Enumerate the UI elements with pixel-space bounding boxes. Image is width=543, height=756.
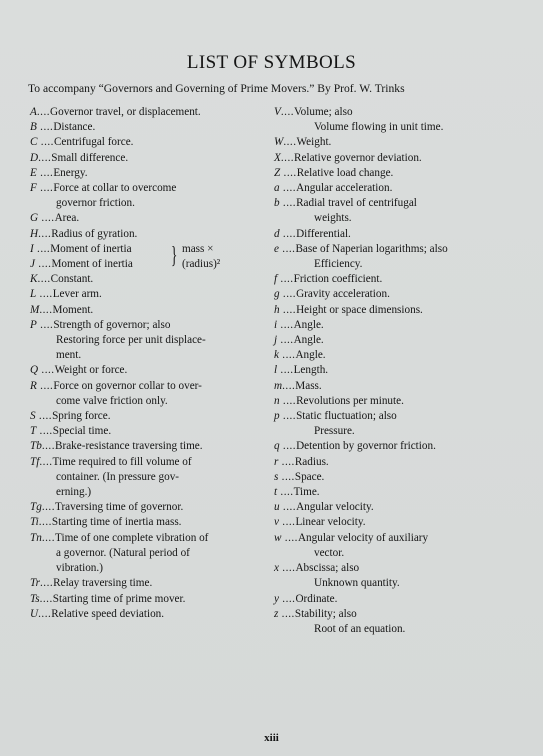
leader-dots: .... bbox=[278, 349, 296, 362]
symbol-definition: Relative speed deviation. bbox=[51, 607, 165, 620]
symbol-definition: Moment of inertia bbox=[51, 258, 133, 271]
page-title: LIST OF SYMBOLS bbox=[186, 52, 357, 73]
symbol-definition: Brake-resistance traversing time. bbox=[55, 440, 203, 453]
page-subtitle: To accompany “Governors and Governing of Prime Movers.” By Prof. W. Trinks bbox=[28, 82, 405, 95]
symbol-entry bbox=[274, 242, 514, 272]
symbol-entry bbox=[274, 287, 514, 302]
symbol-entry bbox=[30, 257, 270, 272]
symbol-entry bbox=[30, 211, 270, 226]
symbol-entry bbox=[30, 120, 270, 135]
symbol-entry bbox=[30, 227, 270, 242]
symbol-letter: Tn bbox=[30, 531, 42, 544]
symbol-entry bbox=[30, 303, 270, 318]
symbol-entry bbox=[274, 607, 514, 637]
leader-dots: .... bbox=[277, 364, 294, 377]
definition-continuation: Unknown quantity. bbox=[314, 577, 400, 590]
leader-dots: .... bbox=[41, 531, 56, 544]
leader-dots: .... bbox=[36, 318, 54, 331]
symbol-letter: y bbox=[274, 592, 279, 605]
brace-annotation-mass: mass × bbox=[182, 242, 214, 255]
leader-dots: .... bbox=[279, 227, 297, 240]
symbol-definition: Moment. bbox=[52, 303, 94, 316]
symbol-letter: R bbox=[30, 379, 37, 392]
curly-brace: } bbox=[171, 242, 178, 269]
leader-dots: .... bbox=[278, 562, 296, 575]
right-symbol-column bbox=[274, 105, 514, 637]
symbol-letter: i bbox=[274, 318, 278, 331]
symbol-entry bbox=[274, 500, 514, 515]
leader-dots: .... bbox=[36, 425, 53, 438]
symbol-entry bbox=[274, 151, 514, 166]
symbol-letter: H bbox=[30, 227, 39, 240]
symbol-letter: V bbox=[274, 106, 281, 118]
leader-dots: .... bbox=[280, 106, 295, 118]
symbol-letter: Ts bbox=[30, 592, 40, 605]
symbol-definition: Starting time of inertia mass. bbox=[51, 516, 182, 529]
leader-dots: .... bbox=[277, 486, 294, 499]
symbol-entry bbox=[30, 409, 270, 424]
symbol-entry bbox=[274, 379, 514, 394]
leader-dots: .... bbox=[278, 607, 295, 620]
symbol-letter: Tf bbox=[30, 455, 40, 468]
symbol-letter: U bbox=[30, 607, 39, 620]
symbol-letter: X bbox=[274, 151, 281, 164]
leader-dots: .... bbox=[38, 364, 55, 377]
symbol-definition: Stability; also bbox=[294, 607, 357, 620]
symbol-entry bbox=[274, 394, 514, 409]
symbol-letter: q bbox=[274, 440, 280, 453]
symbol-definition: Radius of gyration. bbox=[51, 227, 138, 240]
definition-continuation: Root of an equation. bbox=[314, 622, 406, 635]
symbol-letter: Ti bbox=[30, 516, 39, 529]
symbol-entry bbox=[30, 135, 270, 150]
symbol-definition: Governor travel, or displacement. bbox=[50, 106, 201, 118]
symbol-definition: Length. bbox=[293, 364, 329, 377]
symbol-definition: Area. bbox=[54, 212, 80, 225]
symbol-definition: Differential. bbox=[296, 227, 351, 240]
symbol-letter: F bbox=[30, 182, 37, 195]
symbol-entry bbox=[274, 166, 514, 181]
symbol-definition: Traversing time of governor. bbox=[55, 501, 184, 514]
symbol-letter: T bbox=[30, 425, 37, 438]
leader-dots: .... bbox=[38, 151, 52, 164]
symbol-entry bbox=[274, 333, 514, 348]
symbol-letter: Z bbox=[274, 166, 281, 179]
symbol-definition: Distance. bbox=[53, 121, 96, 134]
symbol-letter: E bbox=[30, 166, 37, 179]
symbol-letter: d bbox=[274, 227, 280, 240]
symbol-letter: e bbox=[274, 242, 279, 255]
symbol-letter: P bbox=[30, 318, 37, 331]
definition-continuation: a governor. (Natural period of bbox=[56, 546, 190, 559]
symbol-definition: Angle. bbox=[293, 334, 324, 347]
symbol-letter: K bbox=[30, 273, 38, 286]
leader-dots: .... bbox=[277, 334, 294, 347]
leader-dots: .... bbox=[37, 136, 54, 149]
leader-dots: .... bbox=[39, 592, 53, 605]
symbol-definition: Ordinate. bbox=[295, 592, 338, 605]
symbol-letter: G bbox=[30, 212, 39, 225]
symbol-entry bbox=[30, 531, 270, 577]
symbol-definition: Height or space dimensions. bbox=[296, 303, 423, 316]
symbol-letter: Tg bbox=[30, 501, 42, 514]
symbol-entry bbox=[274, 561, 514, 591]
symbol-letter: s bbox=[274, 470, 279, 483]
symbol-entry bbox=[30, 515, 270, 530]
symbol-letter: g bbox=[274, 288, 280, 301]
symbol-entry bbox=[274, 348, 514, 363]
symbol-entry bbox=[30, 242, 270, 270]
symbol-entry bbox=[274, 196, 514, 226]
leader-dots: .... bbox=[38, 227, 52, 240]
definition-continuation: Pressure. bbox=[314, 425, 355, 438]
symbol-letter: w bbox=[274, 531, 282, 544]
symbol-letter: a bbox=[274, 182, 280, 195]
symbol-definition: Revolutions per minute. bbox=[296, 394, 404, 407]
symbol-letter: Tb bbox=[30, 440, 42, 453]
symbol-definition: Energy. bbox=[53, 166, 88, 179]
symbol-letter: D bbox=[30, 151, 39, 164]
leader-dots: .... bbox=[279, 182, 297, 195]
leader-dots: .... bbox=[278, 455, 295, 468]
symbol-definition: Small difference. bbox=[51, 151, 129, 164]
symbol-letter: L bbox=[30, 288, 37, 301]
symbol-entry bbox=[274, 409, 514, 439]
symbol-letter: b bbox=[274, 197, 280, 210]
symbol-letter: B bbox=[30, 121, 37, 134]
symbol-entry bbox=[274, 531, 514, 561]
symbol-definition: Strength of governor; also bbox=[53, 318, 171, 331]
symbol-entry bbox=[274, 303, 514, 318]
symbol-entry bbox=[274, 592, 514, 607]
definition-continuation: vibration.) bbox=[56, 562, 103, 575]
leader-dots: .... bbox=[35, 410, 53, 423]
symbol-entry bbox=[274, 455, 514, 470]
definition-continuation: erning.) bbox=[56, 486, 92, 499]
definition-continuation: Restoring force per unit displace- bbox=[56, 334, 206, 347]
symbol-definition: Time. bbox=[293, 486, 320, 499]
leader-dots: .... bbox=[36, 288, 53, 301]
symbol-entry bbox=[274, 181, 514, 196]
leader-dots: .... bbox=[279, 197, 297, 210]
symbol-entry bbox=[274, 227, 514, 242]
symbol-entry bbox=[274, 485, 514, 500]
symbol-definition: Time of one complete vibration of bbox=[55, 531, 209, 544]
definition-continuation: come valve friction only. bbox=[56, 394, 168, 407]
leader-dots: .... bbox=[279, 303, 297, 316]
symbol-letter: k bbox=[274, 349, 279, 362]
leader-dots: .... bbox=[279, 440, 297, 453]
leader-dots: .... bbox=[280, 166, 297, 179]
symbol-letter: j bbox=[274, 334, 278, 347]
leader-dots: .... bbox=[36, 379, 54, 392]
symbol-entry bbox=[30, 318, 270, 364]
symbol-entry bbox=[274, 439, 514, 454]
leader-dots: .... bbox=[283, 136, 297, 149]
symbol-entry bbox=[274, 135, 514, 150]
symbol-letter: I bbox=[30, 242, 34, 255]
brace-annotation-radius: (radius)² bbox=[182, 257, 221, 270]
symbol-letter: z bbox=[274, 607, 279, 620]
leader-dots: .... bbox=[282, 379, 296, 392]
symbol-letter: n bbox=[274, 394, 280, 407]
symbol-definition: Volume; also bbox=[294, 106, 353, 118]
leader-dots: .... bbox=[38, 607, 52, 620]
symbol-letter: m bbox=[274, 379, 283, 392]
symbol-letter: u bbox=[274, 501, 280, 514]
symbol-definition: Angular acceleration. bbox=[296, 182, 393, 195]
symbol-entry bbox=[274, 105, 514, 135]
symbol-letter: S bbox=[30, 410, 36, 423]
leader-dots: .... bbox=[39, 577, 54, 590]
symbol-entry bbox=[274, 272, 514, 287]
symbol-definition: Radius. bbox=[294, 455, 329, 468]
definition-continuation: Volume flowing in unit time. bbox=[314, 121, 444, 134]
symbol-definition: Angular velocity. bbox=[296, 501, 374, 514]
symbol-definition: Angle. bbox=[295, 349, 326, 362]
page-number: xiii bbox=[264, 732, 279, 744]
definition-continuation: weights. bbox=[314, 212, 352, 225]
leader-dots: .... bbox=[279, 410, 297, 423]
symbol-letter: f bbox=[274, 273, 278, 286]
leader-dots: .... bbox=[36, 166, 54, 179]
symbol-letter: M bbox=[30, 303, 40, 316]
leader-dots: .... bbox=[41, 440, 56, 453]
symbol-definition: Friction coefficient. bbox=[293, 273, 383, 286]
leader-dots: .... bbox=[280, 151, 295, 164]
symbol-letter: A bbox=[30, 106, 37, 118]
symbol-letter: t bbox=[274, 486, 278, 499]
leader-dots: .... bbox=[36, 182, 54, 195]
definition-continuation: ment. bbox=[56, 349, 82, 362]
symbol-entry bbox=[30, 363, 270, 378]
leader-dots: .... bbox=[278, 516, 296, 529]
symbol-definition: Abscissa; also bbox=[295, 562, 360, 575]
leader-dots: .... bbox=[278, 470, 295, 483]
leader-dots: .... bbox=[281, 531, 298, 544]
symbol-entry bbox=[30, 272, 270, 287]
symbol-definition: Angle. bbox=[293, 318, 324, 331]
definition-continuation: container. (In pressure gov- bbox=[56, 470, 180, 483]
leader-dots: .... bbox=[278, 592, 296, 605]
symbol-definition: Space. bbox=[294, 470, 325, 483]
symbol-definition: Special time. bbox=[52, 425, 112, 438]
symbol-definition: Weight. bbox=[296, 136, 332, 149]
symbol-letter: Tr bbox=[30, 577, 40, 590]
symbol-definition: Spring force. bbox=[52, 410, 111, 423]
symbol-entry bbox=[30, 287, 270, 302]
symbol-letter: h bbox=[274, 303, 280, 316]
symbol-letter: r bbox=[274, 455, 279, 468]
symbol-letter: C bbox=[30, 136, 38, 149]
left-symbol-column bbox=[30, 105, 270, 622]
symbol-letter: Q bbox=[30, 364, 39, 377]
symbol-entry bbox=[274, 470, 514, 485]
symbol-letter: l bbox=[274, 364, 278, 377]
symbol-letter: J bbox=[30, 258, 35, 271]
symbol-definition: Constant. bbox=[50, 273, 94, 286]
symbol-entry bbox=[30, 592, 270, 607]
leader-dots: .... bbox=[279, 394, 297, 407]
symbol-entry bbox=[274, 363, 514, 378]
symbol-entry bbox=[30, 151, 270, 166]
leader-dots: .... bbox=[38, 516, 52, 529]
symbol-definition: Weight or force. bbox=[54, 364, 128, 377]
symbol-entry bbox=[30, 439, 270, 454]
symbol-definition: Force at collar to overcome bbox=[53, 182, 177, 195]
symbol-definition: Centrifugal force. bbox=[53, 136, 134, 149]
symbol-definition: Linear velocity. bbox=[295, 516, 366, 529]
symbol-entry bbox=[30, 500, 270, 515]
symbol-definition: Mass. bbox=[295, 379, 322, 392]
symbol-entry bbox=[30, 607, 270, 622]
symbol-entry bbox=[30, 105, 270, 120]
leader-dots: .... bbox=[38, 212, 55, 225]
symbol-definition: Lever arm. bbox=[52, 288, 102, 301]
symbol-definition: Gravity acceleration. bbox=[296, 288, 390, 301]
symbol-entry bbox=[30, 576, 270, 591]
symbol-definition: Radial travel of centrifugal bbox=[296, 197, 417, 210]
leader-dots: .... bbox=[37, 273, 51, 286]
leader-dots: .... bbox=[41, 501, 56, 514]
symbol-definition: Starting time of prime mover. bbox=[52, 592, 186, 605]
leader-dots: .... bbox=[39, 455, 53, 468]
symbol-letter: x bbox=[274, 562, 279, 575]
symbol-entry bbox=[30, 181, 270, 211]
symbol-definition: Time required to fill volume of bbox=[52, 455, 192, 468]
symbol-definition: Moment of inertia bbox=[50, 242, 132, 255]
leader-dots: .... bbox=[36, 121, 54, 134]
symbol-definition: Angular velocity of auxiliary bbox=[297, 531, 429, 544]
symbol-entry bbox=[30, 455, 270, 501]
leader-dots: .... bbox=[277, 318, 294, 331]
definition-continuation: vector. bbox=[314, 546, 345, 559]
leader-dots: .... bbox=[279, 288, 297, 301]
leader-dots: .... bbox=[34, 258, 52, 271]
symbol-definition: Force on governor collar to over- bbox=[53, 379, 202, 392]
definition-continuation: governor friction. bbox=[56, 197, 135, 210]
symbol-letter: p bbox=[274, 410, 280, 423]
leader-dots: .... bbox=[278, 242, 296, 255]
symbol-entry bbox=[30, 424, 270, 439]
symbol-entry bbox=[30, 379, 270, 409]
symbol-definition: Static fluctuation; also bbox=[296, 410, 397, 423]
symbol-letter: v bbox=[274, 516, 279, 529]
symbol-entry bbox=[30, 166, 270, 181]
symbol-definition: Relay traversing time. bbox=[53, 577, 153, 590]
leader-dots: .... bbox=[36, 106, 51, 118]
leader-dots: .... bbox=[33, 242, 51, 255]
symbol-entry bbox=[274, 318, 514, 333]
symbol-entry bbox=[274, 515, 514, 530]
symbol-definition: Base of Naperian logarithms; also bbox=[295, 242, 448, 255]
leader-dots: .... bbox=[39, 303, 53, 316]
symbol-definition: Relative load change. bbox=[296, 166, 394, 179]
symbol-definition: Relative governor deviation. bbox=[294, 151, 422, 164]
definition-continuation: Efficiency. bbox=[314, 258, 363, 271]
symbol-letter: W bbox=[274, 136, 284, 149]
leader-dots: .... bbox=[279, 501, 297, 514]
leader-dots: .... bbox=[277, 273, 294, 286]
symbol-definition: Detention by governor friction. bbox=[296, 440, 436, 453]
